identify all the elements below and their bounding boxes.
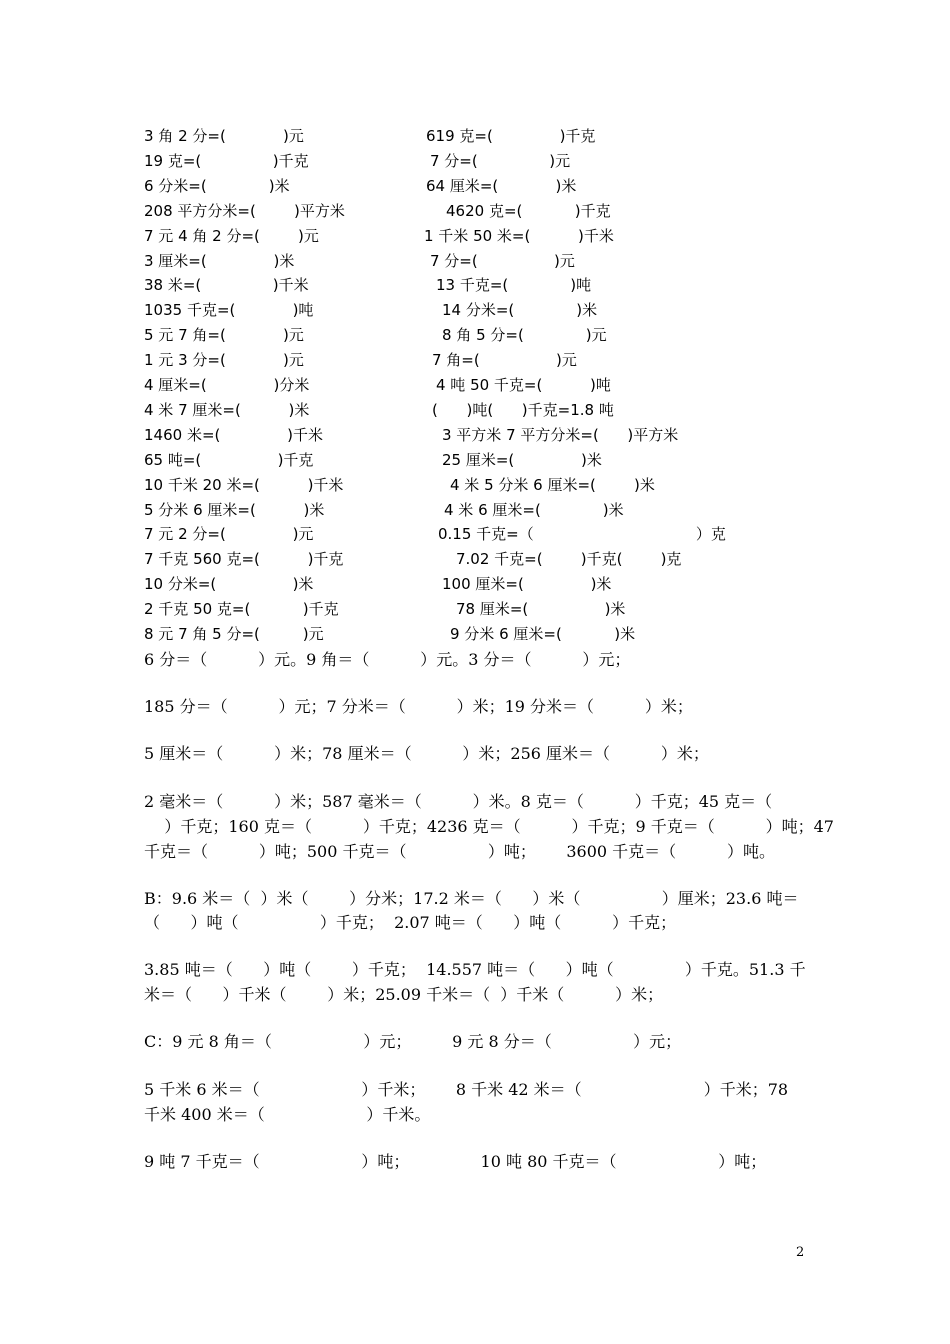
table-row — [0, 124, 950, 148]
row-left-cell: 38 米=( )千米 — [144, 276, 309, 295]
row-left-cell: 1 元 3 分=( )元 — [144, 351, 304, 370]
row-right-cell: ( )吨( )千克=1.8 吨 — [432, 400, 614, 419]
exercise-line: 5 千米 6 米＝（ ）千米； 8 千米 42 米＝（ ）千米；78 — [144, 1080, 789, 1099]
row-left-cell: 8 元 7 角 5 分=( )元 — [144, 625, 324, 643]
exercise-line: （ ）吨（ ）千克； 2.07 吨＝（ ）吨（ ）千克； — [144, 913, 677, 932]
row-left-cell: 2 千克 50 克=( )千克 — [144, 600, 339, 619]
row-left-cell: 3 角 2 分=( )元 — [144, 127, 304, 145]
table-row — [0, 149, 950, 173]
row-left-cell: 19 克=( )千克 — [144, 151, 309, 170]
row-right-cell: 7 分=( )元 — [430, 151, 571, 170]
row-left-cell: 7 元 2 分=( )元 — [144, 525, 314, 544]
row-right-cell: 78 厘米=( )米 — [456, 600, 626, 619]
row-left-cell: 208 平方分米=( )平方米 — [144, 201, 345, 220]
table-row — [0, 273, 950, 297]
row-right-cell: 4 吨 50 千克=( )吨 — [436, 376, 611, 394]
row-left-cell: 7 元 4 角 2 分=( )元 — [144, 226, 319, 245]
row-right-cell: 4 米 5 分米 6 厘米=( )米 — [450, 475, 655, 494]
row-left-cell: 6 分米=( )米 — [144, 176, 290, 195]
table-row — [0, 572, 950, 596]
table-row — [0, 398, 950, 422]
row-right-cell: 4 米 6 厘米=( )米 — [444, 500, 624, 519]
row-left-cell: 10 分米=( )米 — [144, 575, 314, 594]
row-left-cell: 1460 米=( )千米 — [144, 425, 323, 444]
row-right-cell: 0.15 千克=（ ）克 — [438, 525, 726, 544]
table-row — [0, 323, 950, 347]
row-right-cell: 14 分米=( )米 — [442, 301, 598, 320]
table-row — [0, 622, 950, 646]
exercise-line: B：9.6 米＝（ ）米（ ）分米；17.2 米＝（ ）米（ ）厘米；23.6 吨＝ — [144, 889, 799, 908]
exercise-line: ）千克；160 克＝（ ）千克；4236 克＝（ ）千克；9 千克＝（ ）吨；47 — [144, 817, 834, 836]
exercise-line: 5 厘米＝（ ）米；78 厘米＝（ ）米；256 厘米＝（ ）米； — [144, 744, 709, 763]
table-row — [0, 373, 950, 397]
row-left-cell: 3 厘米=( )米 — [144, 251, 295, 270]
row-right-cell: 4620 克=( )千克 — [446, 201, 611, 220]
row-right-cell: 100 厘米=( )米 — [442, 575, 612, 594]
table-row — [0, 522, 950, 546]
table-row — [0, 547, 950, 571]
table-row — [0, 174, 950, 198]
table-row — [0, 423, 950, 447]
exercise-line: 2 毫米＝（ ）米；587 毫米＝（ ）米。8 克＝（ ）千克；45 克＝（ — [144, 792, 773, 811]
row-right-cell: 9 分米 6 厘米=( )米 — [450, 625, 636, 643]
row-left-cell: 5 分米 6 厘米=( )米 — [144, 500, 325, 519]
row-left-cell: 4 厘米=( )分米 — [144, 376, 310, 394]
exercise-line: 9 吨 7 千克＝（ ）吨； 10 吨 80 千克＝（ ）吨； — [144, 1152, 767, 1171]
exercise-line: 3.85 吨＝（ ）吨（ ）千克； 14.557 吨＝（ ）吨（ ）千克。51.3 千 — [144, 960, 806, 979]
exercise-line: 185 分＝（ ）元；7 分米＝（ ）米；19 分米＝（ ）米； — [144, 697, 693, 716]
table-row — [0, 298, 950, 322]
row-left-cell: 10 千米 20 米=( )千米 — [144, 475, 344, 494]
row-right-cell: 64 厘米=( )米 — [426, 176, 577, 195]
table-row — [0, 498, 950, 522]
table-row — [0, 348, 950, 372]
row-right-cell: 1 千米 50 米=( )千米 — [424, 226, 614, 245]
row-left-cell: 4 米 7 厘米=( )米 — [144, 400, 310, 419]
row-left-cell: 5 元 7 角=( )元 — [144, 326, 304, 345]
exercise-line: 米＝（ ）千米（ ）米；25.09 千米＝（ ）千米（ ）米； — [144, 985, 664, 1004]
table-row — [0, 224, 950, 248]
page-number: 2 — [796, 1245, 805, 1260]
row-right-cell: 3 平方米 7 平方分米=( )平方米 — [442, 425, 679, 444]
row-right-cell: 13 千克=( )吨 — [436, 276, 592, 295]
row-right-cell: 619 克=( )千克 — [426, 127, 596, 145]
table-row — [0, 448, 950, 472]
row-right-cell: 8 角 5 分=( )元 — [442, 326, 607, 345]
table-row — [0, 249, 950, 273]
row-right-cell: 7 分=( )元 — [430, 251, 575, 270]
exercise-line: 千米 400 米＝（ ）千米。 — [144, 1105, 431, 1124]
table-row — [0, 199, 950, 223]
exercise-line: 6 分＝（ ）元。9 角＝（ ）元。3 分＝（ ）元； — [144, 650, 631, 669]
table-row — [0, 473, 950, 497]
table-row — [0, 597, 950, 621]
exercise-line: C：9 元 8 角＝（ ）元； 9 元 8 分＝（ ）元； — [144, 1032, 682, 1051]
row-right-cell: 25 厘米=( )米 — [442, 450, 602, 469]
row-left-cell: 7 千克 560 克=( )千克 — [144, 550, 344, 569]
exercise-line: 千克＝（ ）吨；500 千克＝（ ）吨； 3600 千克＝（ ）吨。 — [144, 842, 776, 861]
row-left-cell: 65 吨=( )千克 — [144, 450, 314, 469]
row-left-cell: 1035 千克=( )吨 — [144, 301, 314, 320]
row-right-cell: 7 角=( )元 — [432, 351, 577, 370]
row-right-cell: 7.02 千克=( )千克( )克 — [456, 550, 682, 569]
